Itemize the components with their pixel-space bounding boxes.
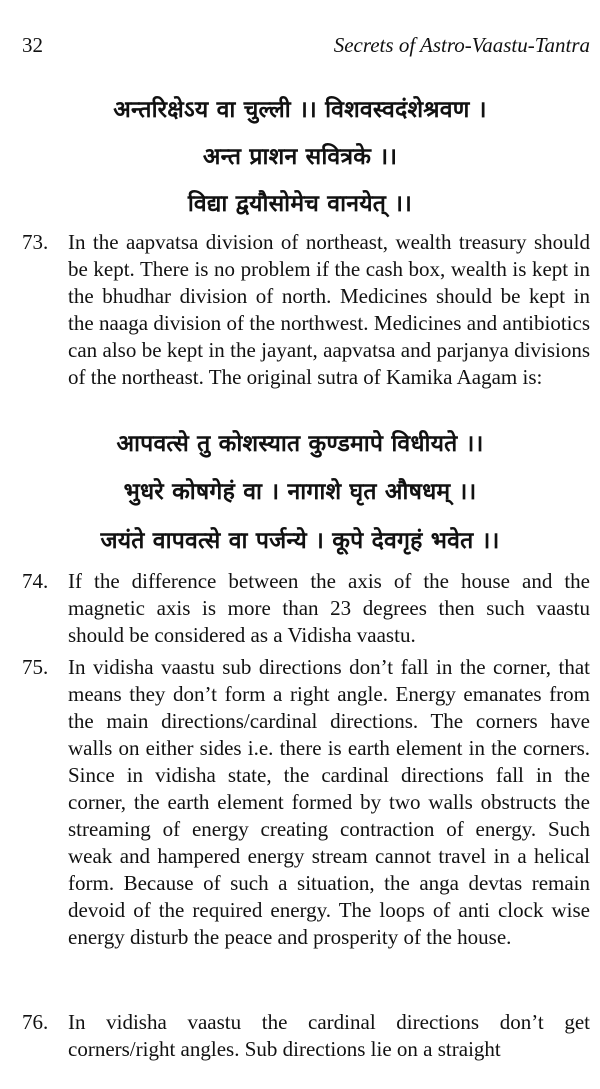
paragraph-74 xyxy=(22,568,590,650)
paragraph-number: 76. xyxy=(22,1010,49,1034)
sanskrit-verse-top xyxy=(0,92,600,222)
paragraph-text: In the aapvatsa division of northeast, wealth treasury should be kept. There is no problem if the cash box, wealth is kept in the bhudhar division of north. Medicines should be kept in the naaga division of the northwest. Medicines and antibiotics can also be kept in the jayant, aapvatsa and parjanya divisions of the northeast. The original sutra of Kamika Aagam is: xyxy=(68,230,590,389)
verse-line: भुधरे कोषगेहं वा । नागाशे घृत औषधम् ।। xyxy=(123,479,477,505)
paragraph-75 xyxy=(22,654,590,1006)
paragraph-76 xyxy=(22,1009,590,1065)
paragraph-text: If the difference between the axis of the house and the magnetic axis is more than 23 degrees then such vaastu should be considered as a Vidisha vaastu. xyxy=(68,569,590,647)
verse-line: जयंते वापवत्से वा पर्जन्ये । कूपे देवगृहं भवेत ।। xyxy=(100,528,500,554)
paragraph-number: 73. xyxy=(22,230,49,254)
verse-line: अन्तरिक्षेऽय वा चुल्ली ।। विशवस्वदंशेश्रवण । xyxy=(113,97,487,123)
paragraph-73 xyxy=(22,229,590,419)
paragraph-text: In vidisha vaastu sub directions don’t fall in the corner, that means they don’t form a right angle. Energy emanates from the main directions/cardinal directions. The corners have walls on either sides i.e. there is earth element in the corners. Since in vidisha state, the cardinal directions fall in the corner, the earth element formed by two walls obstructs the streaming of energy creating contraction of energy. Such weak and hampered energy stream cannot travel in a helical form. Because of such a situation, the anga devtas remain devoid of the required energy. The loops of anti clock wise energy disturb the peace and prosperity of the house. xyxy=(68,655,590,949)
verse-line: आपवत्से तु कोशस्यात कुण्डमापे विधीयते ।। xyxy=(116,431,484,457)
verse-line: अन्त प्राशन सवित्रके ।। xyxy=(202,144,398,170)
page-number: 32 xyxy=(22,33,43,57)
paragraph-number: 75. xyxy=(22,655,49,679)
verse-line: विद्या द्वयौसोमेच वानयेत् ।। xyxy=(187,191,413,217)
running-title: Secrets of Astro-Vaastu-Tantra xyxy=(333,33,590,57)
paragraph-text: In vidisha vaastu the cardinal directions don’t get corners/right angles. Sub directions lie on a straight xyxy=(68,1010,590,1061)
paragraph-number: 74. xyxy=(22,569,49,593)
sanskrit-verse-middle xyxy=(0,426,600,556)
page-header xyxy=(22,33,590,57)
